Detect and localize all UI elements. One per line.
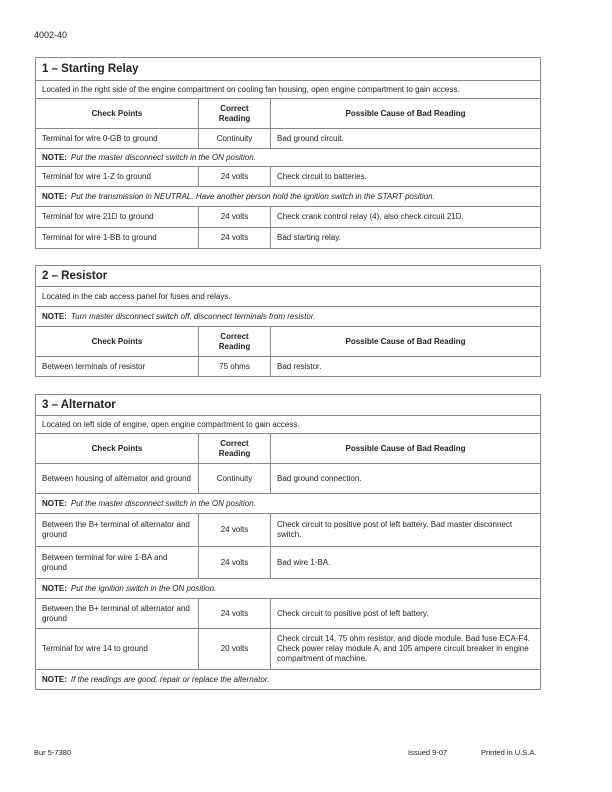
table-row bbox=[36, 206, 540, 227]
correct-reading: 75 ohms bbox=[199, 357, 271, 376]
table-row bbox=[36, 227, 540, 248]
correct-reading: Continuity bbox=[199, 129, 271, 148]
note-text: If the readings are good, repair or replace the alternator. bbox=[70, 675, 270, 684]
check-point: Between the B+ terminal of alternator and ground bbox=[36, 514, 199, 546]
header-check-points: Check Points bbox=[36, 327, 199, 356]
possible-cause: Bad ground connection. bbox=[277, 473, 362, 483]
check-point: Between terminals of resistor bbox=[36, 357, 199, 376]
note bbox=[36, 578, 540, 598]
note-label: NOTE: bbox=[42, 192, 67, 201]
table-header bbox=[36, 433, 540, 463]
correct-reading: 24 volts bbox=[199, 207, 271, 227]
location-text: Located in the cab access panel for fuses and relays. bbox=[36, 286, 540, 306]
possible-cause: Bad ground circuit. bbox=[277, 133, 344, 143]
check-point: Between housing of alternator and ground bbox=[36, 464, 199, 493]
check-point: Terminal for wire 0-GB to ground bbox=[36, 129, 199, 148]
table-row bbox=[36, 628, 540, 669]
check-point: Terminal for wire 1-BB to ground bbox=[36, 228, 199, 248]
table-row bbox=[36, 546, 540, 578]
note-text: Put the master disconnect switch in the ON position. bbox=[70, 499, 256, 508]
header-possible-cause: Possible Cause of Bad Reading bbox=[345, 336, 466, 346]
note-label: NOTE: bbox=[42, 499, 67, 508]
note bbox=[36, 186, 540, 206]
correct-reading: 24 volts bbox=[199, 547, 271, 578]
footer-doc-number: Bur 5-7380 bbox=[34, 748, 72, 757]
section-alternator bbox=[35, 394, 541, 690]
header-possible-cause: Possible Cause of Bad Reading bbox=[345, 108, 466, 118]
correct-reading: 24 volts bbox=[199, 514, 271, 546]
correct-reading: 20 volts bbox=[199, 629, 271, 669]
note-label: NOTE: bbox=[42, 153, 67, 162]
correct-reading: Continuity bbox=[199, 464, 271, 493]
table-row bbox=[36, 463, 540, 493]
note-text: Put the master disconnect switch in the ON position. bbox=[70, 153, 256, 162]
check-point: Terminal for wire 21D to ground bbox=[36, 207, 199, 227]
check-point: Terminal for wire 14 to ground bbox=[36, 629, 199, 669]
header-correct-reading: Correct Reading bbox=[199, 327, 271, 356]
header-correct-reading: Correct Reading bbox=[199, 434, 271, 463]
table-row bbox=[36, 128, 540, 148]
location-text: Located in the right side of the engine compartment on cooling fan housing, open engine compartment to gain access. bbox=[36, 80, 540, 98]
possible-cause: Bad starting relay. bbox=[277, 233, 341, 242]
table-row bbox=[36, 166, 540, 186]
table-row bbox=[36, 356, 540, 376]
section-title: 1 – Starting Relay bbox=[42, 63, 139, 75]
header-correct-reading: Correct Reading bbox=[199, 99, 271, 128]
header-possible-cause: Possible Cause of Bad Reading bbox=[345, 443, 466, 453]
possible-cause: Check crank control relay (4), also check circuit 21D. bbox=[277, 212, 464, 221]
possible-cause: Bad resistor. bbox=[277, 361, 322, 371]
possible-cause: Check circuit 14, 75 ohm resistor, and diode module. Bad fuse ECA-F4. Check power relay module A, and 105 ampere circuit breaker in engine compartment of machine. bbox=[277, 634, 531, 663]
header-check-points: Check Points bbox=[36, 434, 199, 463]
footer-issued: Issued 9-07 bbox=[408, 748, 448, 757]
table-row bbox=[36, 513, 540, 546]
note-text: Put the ignition switch in the ON position. bbox=[70, 584, 217, 593]
table-header bbox=[36, 326, 540, 356]
page-number: 4002-40 bbox=[34, 30, 68, 40]
correct-reading: 24 volts bbox=[199, 599, 271, 628]
possible-cause: Check circuit to positive post of left battery. bbox=[277, 608, 429, 618]
location-text: Located on left side of engine, open engine compartment to gain access. bbox=[36, 415, 540, 433]
section-title: 3 – Alternator bbox=[42, 399, 116, 411]
section-title: 2 – Resistor bbox=[42, 270, 108, 282]
possible-cause: Bad wire 1-BA. bbox=[277, 557, 331, 567]
note bbox=[36, 493, 540, 513]
footer-printed: Printed in U.S.A. bbox=[481, 748, 537, 757]
note-text: Turn master disconnect switch off, disconnect terminals from resistor. bbox=[70, 312, 316, 321]
table-row bbox=[36, 598, 540, 628]
possible-cause: Check circuit to positive post of left battery. Bad master disconnect switch. bbox=[277, 520, 513, 539]
possible-cause: Check circuit to batteries. bbox=[277, 171, 367, 181]
check-point: Between the B+ terminal of alternator and ground bbox=[36, 599, 199, 628]
note bbox=[36, 148, 540, 166]
check-point: Between terminal for wire 1-BA and ground bbox=[36, 547, 199, 578]
header-check-points: Check Points bbox=[36, 99, 199, 128]
note-label: NOTE: bbox=[42, 675, 67, 684]
note-label: NOTE: bbox=[42, 312, 67, 321]
table-header bbox=[36, 98, 540, 128]
section-starting-relay bbox=[35, 57, 541, 249]
note bbox=[36, 669, 540, 689]
note-label: NOTE: bbox=[42, 584, 67, 593]
check-point: Terminal for wire 1-Z to ground bbox=[36, 167, 199, 186]
note-text: Put the transmission in NEUTRAL. Have another person hold the ignition switch in the START position. bbox=[70, 192, 435, 201]
correct-reading: 24 volts bbox=[199, 167, 271, 186]
correct-reading: 24 volts bbox=[199, 228, 271, 248]
note bbox=[36, 306, 540, 326]
section-resistor bbox=[35, 265, 541, 377]
